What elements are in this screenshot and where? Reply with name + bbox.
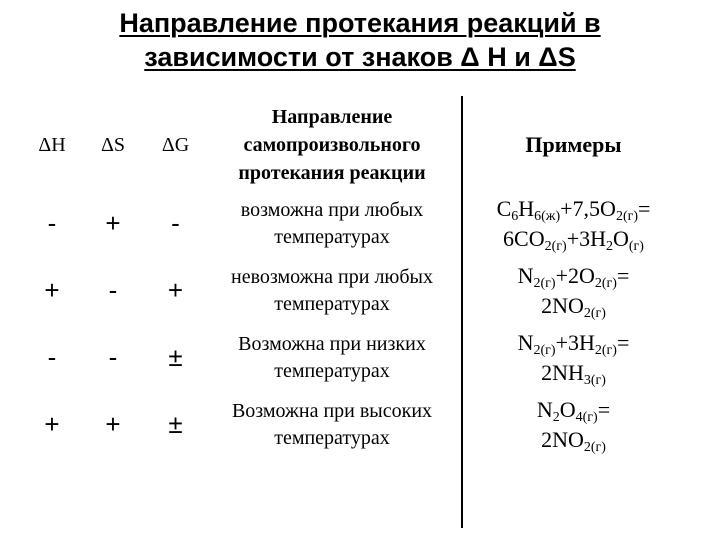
formula-text: 2NO <box>541 426 584 452</box>
direction-cell <box>207 391 457 458</box>
header-direction-line: самопроизвольного <box>243 134 421 156</box>
formula-subscript: 2(г) <box>544 238 567 254</box>
header-examples: Примеры <box>525 132 622 157</box>
formula-text: = <box>638 195 651 221</box>
title-line-1: Направление протекания реакций в <box>119 8 601 38</box>
title-line-2: зависимости от знаков Δ Н и ΔS <box>144 42 576 72</box>
formula-text: = <box>597 396 611 422</box>
delta-g-sign: + <box>167 275 184 305</box>
delta-h-sign: - <box>47 342 57 372</box>
delta-g-sign: ± <box>168 409 183 439</box>
formula-text: 2NO <box>541 292 584 318</box>
equation-line <box>457 328 690 358</box>
formula-text: O <box>559 396 576 422</box>
delta-h-sign: + <box>44 409 60 439</box>
formula-text: +2O <box>555 262 595 288</box>
formula-subscript: 2(г) <box>594 275 617 291</box>
header-direction-line: Направление <box>271 106 393 128</box>
formula-subscript: (г) <box>628 238 644 254</box>
example-equation <box>457 391 690 458</box>
header-direction-line: протекания реакции <box>238 162 426 184</box>
equation-line <box>457 224 690 254</box>
delta-h-sign: - <box>47 208 57 238</box>
direction-line: температурах <box>274 225 390 248</box>
table-row <box>22 190 690 257</box>
table-row <box>22 391 690 458</box>
formula-text: H <box>518 195 535 221</box>
delta-g-sign: - <box>171 208 180 238</box>
delta-s-sign: - <box>108 342 118 372</box>
formula-text: = <box>616 329 630 355</box>
formula-text: O <box>612 225 629 251</box>
formula-subscript: 2 <box>552 409 560 425</box>
formula-text: +3H <box>566 225 606 251</box>
formula-subscript: 2(г) <box>615 208 639 224</box>
direction-cell <box>207 190 457 257</box>
formula-text: 6CO <box>503 225 545 251</box>
formula-subscript: 6(ж) <box>534 208 561 224</box>
formula-text: = <box>616 262 630 288</box>
direction-line: невозможна при любых <box>230 265 433 288</box>
formula-text: N <box>517 329 534 355</box>
header-delta-h: ΔH <box>38 133 66 156</box>
formula-text: +7,5O <box>560 195 616 221</box>
formula-subscript: 4(г) <box>575 409 598 425</box>
formula-text: N <box>536 396 553 422</box>
formula-subscript: 2(г) <box>533 275 556 291</box>
delta-h-sign: + <box>44 275 60 305</box>
header-delta-g: ΔG <box>161 133 190 156</box>
equation-line <box>457 194 690 224</box>
direction-cell <box>207 257 457 324</box>
formula-subscript: 2 <box>605 238 613 254</box>
direction-line: температурах <box>274 426 390 449</box>
delta-s-sign: + <box>105 208 121 238</box>
delta-s-sign: + <box>105 409 121 439</box>
direction-cell <box>207 324 457 391</box>
direction-line: возможна при любых <box>240 198 424 221</box>
formula-text: N <box>517 262 534 288</box>
delta-s-sign: - <box>108 275 118 305</box>
column-divider <box>461 96 463 528</box>
formula-subscript: 2(г) <box>533 342 556 358</box>
reaction-direction-table <box>22 100 690 458</box>
direction-line: температурах <box>274 292 390 315</box>
equation-line <box>457 395 690 425</box>
example-equation <box>457 324 690 391</box>
formula-subscript: 3(г) <box>583 372 606 388</box>
formula-subscript: 2(г) <box>583 305 606 321</box>
equation-line <box>457 291 690 321</box>
header-delta-s: ΔS <box>101 133 125 156</box>
table-row <box>22 257 690 324</box>
slide-title <box>0 6 720 74</box>
formula-subscript: 2(г) <box>594 342 617 358</box>
direction-line: Возможна при высоких <box>231 399 433 422</box>
formula-subscript: 6 <box>511 208 519 224</box>
direction-line: температурах <box>274 359 390 382</box>
formula-text: C <box>496 195 512 221</box>
formula-text: +3H <box>555 329 595 355</box>
header-direction <box>207 100 457 190</box>
example-equation <box>457 257 690 324</box>
table-row <box>22 324 690 391</box>
equation-line <box>457 358 690 388</box>
formula-text: 2NH <box>541 359 584 385</box>
equation-line <box>457 261 690 291</box>
delta-g-sign: ± <box>168 342 183 372</box>
example-equation <box>457 190 690 257</box>
direction-line: Возможна при низких <box>238 332 426 355</box>
formula-subscript: 2(г) <box>583 439 606 455</box>
table-header-row <box>22 100 690 190</box>
equation-line <box>457 425 690 455</box>
